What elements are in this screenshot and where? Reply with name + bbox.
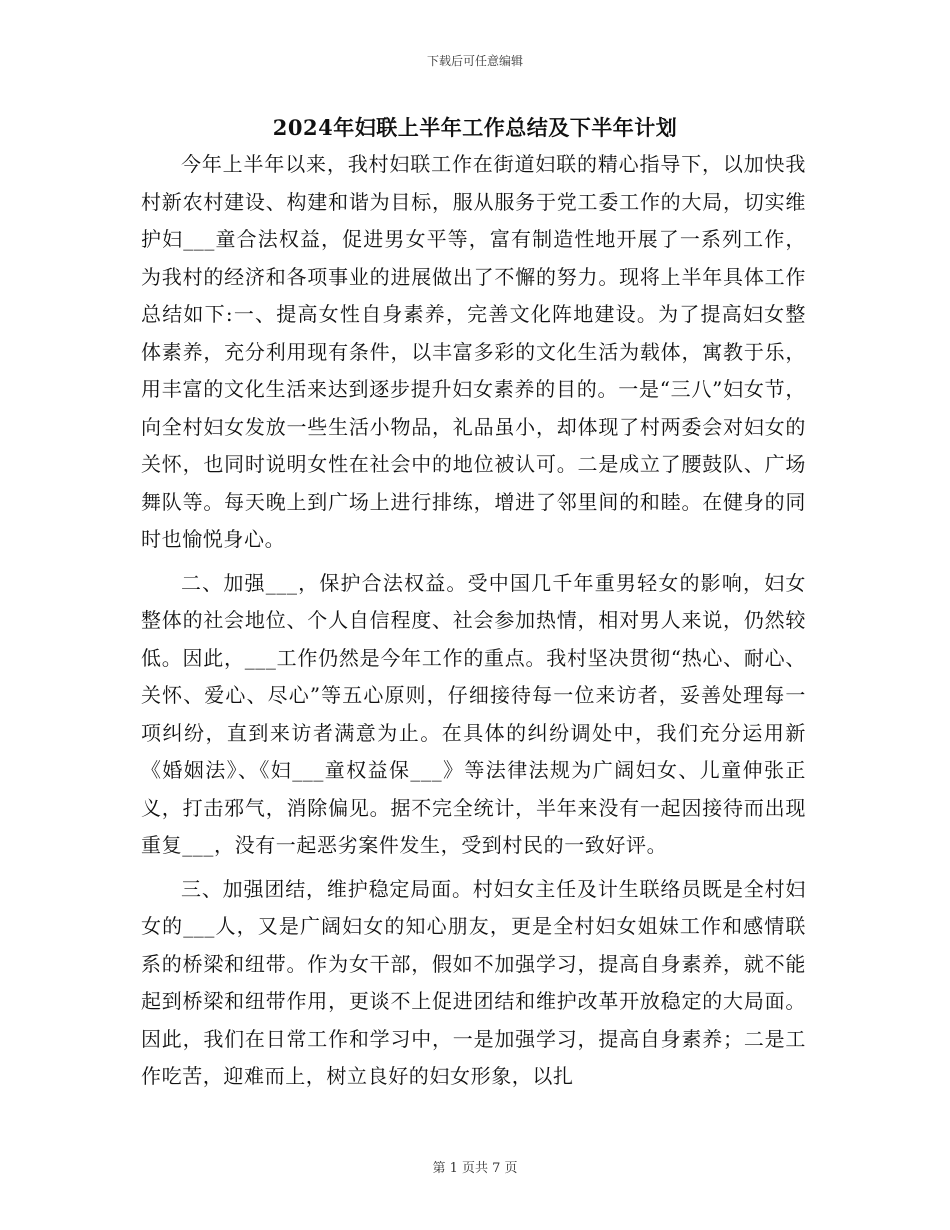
document-body [141,146,806,1096]
page-number: 第 1 页共 7 页 [432,1161,518,1176]
paragraph-2: 二、加强___，保护合法权益。受中国几千年重男轻女的影响，妇女整体的社会地位、个人自信程度、社会参加热情，相对男人来说，仍然较低。因此，___工作仍然是今年工作的重点。我村坚决贯彻“热心、耐心、关怀、爱心、尽心”等五心原则，仔细接待每一位来访者，妥善处理每一项纠纷，直到来访者满意为止。在具体的纠纷调处中，我们充分运用新《婚姻法》、《妇___童权益保___》等法律法规为广阔妇女、儿童伸张正义，打击邪气，消除偏见。据不完全统计，半年来没有一起因接待而出现重复___，没有一起恶劣案件发生，受到村民的一致好评。 [141,570,806,857]
page-header-note: 下载后可任意编辑 [426,54,523,68]
document-title: 2024年妇联上半年工作总结及下半年计划 [272,115,678,140]
paragraph-1: 今年上半年以来，我村妇联工作在街道妇联的精心指导下，以加快我村新农村建设、构建和谐为目标，服从服务于党工委工作的大局，切实维护妇___童合法权益，促进男女平等，富有制造性地开展了一系列工作，为我村的经济和各项事业的进展做出了不懈的努力。现将上半年具体工作总结如下:一、提高女性自身素养，完善文化阵地建设。为了提高妇女整体素养，充分利用现有条件，以丰富多彩的文化生活为载体，寓教于乐，用丰富的文化生活来达到逐步提升妇女素养的目的。一是“三八”妇女节，向全村妇女发放一些生活小物品，礼品虽小，却体现了村两委会对妇女的关怀，也同时说明女性在社会中的地位被认可。二是成立了腰鼓队、广场舞队等。每天晚上到广场上进行排练，增进了邻里间的和睦。在健身的同时也愉悦身心。 [141,152,806,551]
paragraph-3: 三、加强团结，维护稳定局面。村妇女主任及计生联络员既是全村妇女的___人，又是广阔妇女的知心朋友，更是全村妇女姐妹工作和感情联系的桥梁和纽带。作为女干部，假如不加强学习，提高自身素养，就不能起到桥梁和纽带作用，更谈不上促进团结和维护改革开放稳定的大局面。因此，我们在日常工作和学习中，一是加强学习，提高自身素养；二是工作吃苦，迎难而上，树立良好的妇女形象，以扎 [141,876,806,1088]
